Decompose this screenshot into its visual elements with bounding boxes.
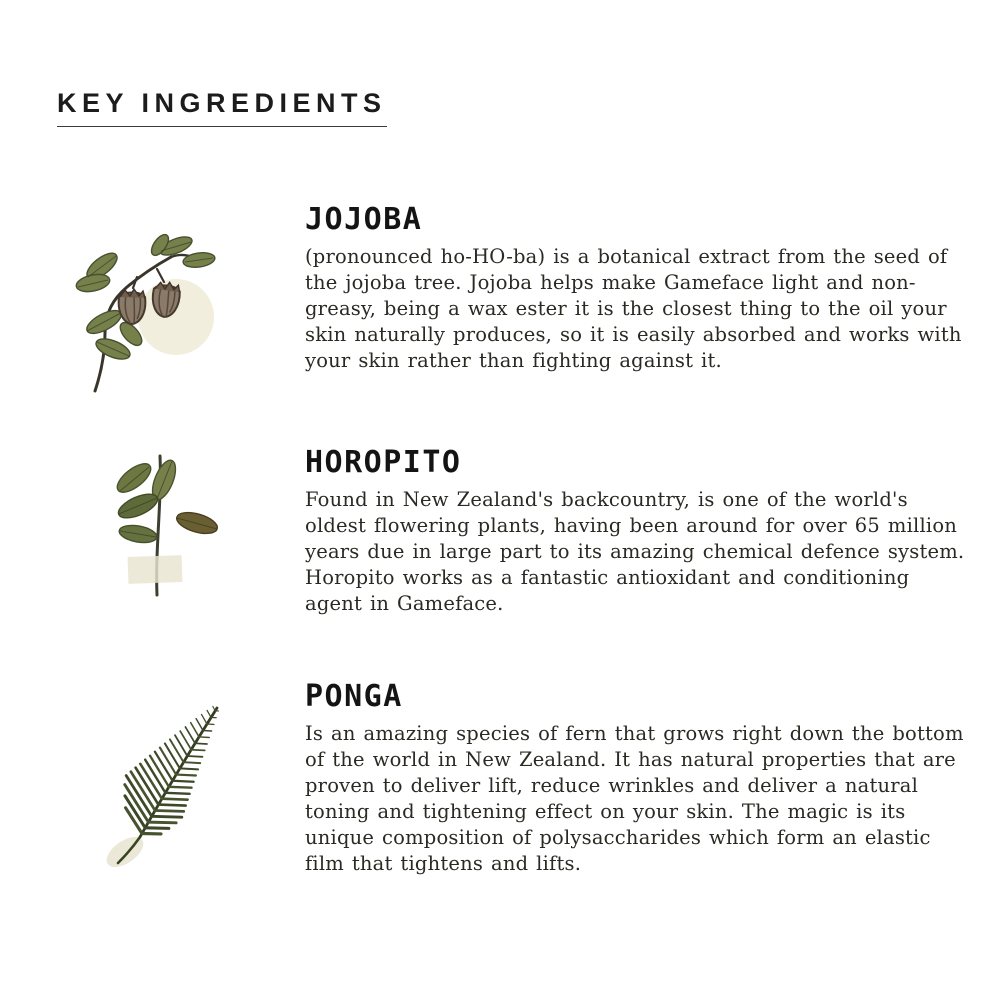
jojoba-text-block [305,202,965,374]
page-title: KEY INGREDIENTS [57,88,387,127]
ponga-fern-frond-icon [95,700,270,894]
horopito-text-block [305,445,965,617]
jojoba-branch-with-seeds-icon [75,233,235,405]
ingredient-name-jojoba: JOJOBA [305,202,423,237]
ponga-text-block [305,679,965,877]
ingredient-description-ponga: Is an amazing species of fern that grows right down the bottom of the world in New Zealand. It has natural properties that are proven to deliver lift, reduce wrinkles and deliver a natural toning and tightening effect on your skin. The magic is its unique composition of polysaccharides which form an elastic film that tightens and lifts. [305,722,964,875]
ingredient-description-horopito: Found in New Zealand's backcountry, is one of the world's oldest flowering plants, having been around for over 65 million years due in large part to its amazing chemical defence system. Horopito works as a fantastic antioxidant and conditioning agent in Gameface. [305,488,965,615]
ingredient-name-horopito: HOROPITO [305,445,462,480]
horopito-sprig-icon [100,450,220,614]
ingredient-name-ponga: PONGA [305,679,403,714]
ingredient-description-jojoba: (pronounced ho-HO-ba) is a botanical extract from the seed of the jojoba tree. Jojoba helps make Gameface light and non-greasy, being a wax ester it is the closest thing to the oil your skin naturally produces, so it is easily absorbed and works with your skin rather than fighting against it. [305,245,962,372]
